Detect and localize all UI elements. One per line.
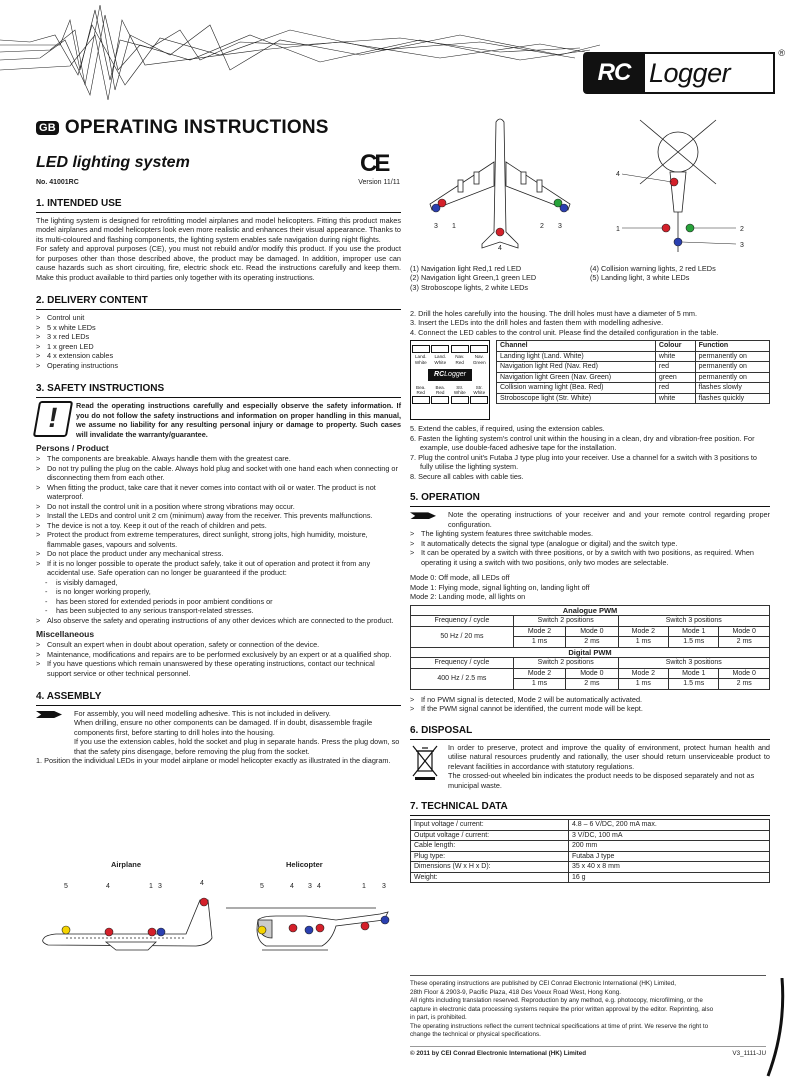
port-label: Str. White xyxy=(453,384,466,395)
table-row xyxy=(497,393,770,404)
table-cell: Mode 2 xyxy=(513,626,565,637)
helicopter-tail-strobe xyxy=(381,916,389,924)
table-row xyxy=(411,647,770,658)
table-cell: Mode 1 xyxy=(669,626,719,637)
assembly-step: 8. Secure all cables with cable ties. xyxy=(410,471,524,481)
mode-list xyxy=(410,573,770,601)
technical-table xyxy=(410,819,770,883)
crossed-bin-icon xyxy=(410,743,440,781)
mode-item: Mode 0: Off mode, all LEDs off xyxy=(410,573,510,583)
table-header: Switch 2 positions xyxy=(513,616,618,627)
table-cell: Mode 2 xyxy=(513,668,565,679)
list-item: > Do not try pulling the plug on the cable. Always hold plug and socket with one hand each when connecting or disconnecting them from each other. xyxy=(36,464,401,483)
plane-top-label: 2 xyxy=(540,223,544,230)
table-cell: Input voltage / current: xyxy=(411,820,569,831)
list-item: > Also observe the safety and operating instructions of any other devices which are connected to the product. xyxy=(36,616,401,625)
imprint-line: All rights including translation reserved. Reproduction by any method, e.g. photocopy, microfilming, or the xyxy=(410,997,703,1004)
table-cell: 50 Hz / 20 ms xyxy=(411,626,514,647)
assembly-step: 4. Connect the LED cables to the control unit. Please find the detailed configuration in the table. xyxy=(410,327,719,337)
assembly-step: 5. Extend the cables, if required, using the extension cables. xyxy=(410,424,605,434)
table-row xyxy=(411,616,770,627)
table-cell: red xyxy=(655,362,695,373)
list-item: > It can be operated by a switch with three positions, or by a switch with two positions, as required. When operating it using a switch with two positions, only two modes are selectable. xyxy=(410,548,770,567)
table-cell: permanently on xyxy=(695,351,769,362)
port-label: Nav. Green xyxy=(472,354,486,365)
helicopter-nav-light xyxy=(361,922,369,930)
table-cell: 16 g xyxy=(568,872,769,883)
table-cell: 200 mm xyxy=(568,841,769,852)
pwm-notes xyxy=(410,695,770,714)
legend-item: (3) Stroboscope lights, 2 white LEDs xyxy=(410,282,529,292)
table-row xyxy=(411,830,770,841)
helicopter-collision-light xyxy=(316,924,324,932)
assembly-step-1: 1. Position the individual LEDs in your model airplane or model helicopter exactly as illustrated in the diagram. xyxy=(36,756,391,766)
helicopter-label: 4 xyxy=(290,883,294,890)
config-block xyxy=(410,340,770,420)
rclogger-logo xyxy=(583,48,785,98)
airplane-label: 4 xyxy=(106,883,110,890)
logo-registered: ® xyxy=(778,48,785,58)
table-cell: 2 ms xyxy=(566,637,618,648)
table-cell: 1 ms xyxy=(513,679,565,690)
list-item: > Do not place the product under any mechanical stress. xyxy=(36,549,401,558)
note-arrow-icon xyxy=(36,711,62,718)
product-title: LED lighting system xyxy=(36,154,190,171)
legend-item: (1) Navigation light Red,1 red LED xyxy=(410,264,522,273)
table-row xyxy=(497,362,770,373)
item-number: No. 41001RC xyxy=(36,179,79,186)
airplane-tail-light xyxy=(200,898,208,906)
control-unit-diagram xyxy=(410,340,490,420)
list-item: > 3 x red LEDs xyxy=(36,332,401,341)
table-cell: Mode 2 xyxy=(618,668,668,679)
table-cell: 35 x 40 x 8 mm xyxy=(568,862,769,873)
title-text: OPERATING INSTRUCTIONS xyxy=(64,117,329,138)
list-item: > 1 x green LED xyxy=(36,342,401,351)
table-row xyxy=(411,851,770,862)
table-row xyxy=(411,658,770,669)
table-header: Frequency / cycle xyxy=(411,658,514,669)
assembly-note: If you use the extension cables, hold the socket and plug in separate hands. Press the plug down, so that the safety pins disengage, before removing the plug from the socket. xyxy=(74,737,400,756)
assembly-notes xyxy=(36,709,401,756)
logo-rc: RC xyxy=(583,52,645,94)
delivery-list xyxy=(36,313,401,370)
list-item: > The lighting system features three switchable modes. xyxy=(410,529,770,538)
table-cell: 1 ms xyxy=(513,637,565,648)
table-cell: Futaba J type xyxy=(568,851,769,862)
table-cell: green xyxy=(655,372,695,383)
table-cell: red xyxy=(655,383,695,394)
assembly-step: 6. Fasten the lighting system's control unit within the housing in a clean, dry and vibration-free position. For example, use double-faced adhesive tape for the installation. xyxy=(410,433,755,453)
table-cell: Plug type: xyxy=(411,851,569,862)
persons-heading: Persons / Product xyxy=(36,443,109,454)
table-cell: white xyxy=(655,351,695,362)
section-operation-heading: 5. OPERATION xyxy=(410,491,770,507)
heli-top-label: 4 xyxy=(616,171,620,178)
table-cell: 2 ms xyxy=(719,637,770,648)
cfg-bottom-ports xyxy=(411,385,489,404)
table-cell: flashes slowly xyxy=(695,383,769,394)
table-cell: 4.8 – 6 V/DC, 200 mA max. xyxy=(568,820,769,831)
list-item: > If it is no longer possible to operate the product safely, take it out of operation and protect it from any accidental use. Safe operation can no longer be guaranteed if the product: xyxy=(36,559,401,578)
table-cell: Dimensions (W x H x D): xyxy=(411,862,569,873)
helicopter-collision-light xyxy=(289,924,297,932)
list-item: > The components are breakable. Always handle them with the greatest care. xyxy=(36,454,401,463)
table-row xyxy=(411,626,770,637)
airplane-label: 1 xyxy=(149,883,153,890)
imprint-line: 28th Floor & 2903-9, Pacific Plaza, 418 Des Voeux Road West, Hong Kong. xyxy=(410,988,621,996)
plane-top-label: 1 xyxy=(452,223,456,230)
table-cell: 1 ms xyxy=(618,637,668,648)
table-cell: Mode 0 xyxy=(719,626,770,637)
port-label: Bea. Red xyxy=(416,384,426,395)
table-cell: Output voltage / current: xyxy=(411,830,569,841)
table-cell: 3 V/DC, 100 mA xyxy=(568,830,769,841)
safety-warning xyxy=(36,401,401,439)
helicopter-top-illustration xyxy=(640,120,716,252)
heli-top-label: 3 xyxy=(740,242,744,249)
airplane-collision-light xyxy=(105,928,113,936)
assembly-step: 2. Drill the holes carefully into the housing. The drill holes must have a diameter of 5 mm. xyxy=(410,309,698,318)
assembly-note: For assembly, you will need modelling adhesive. This is not included in delivery. xyxy=(74,708,331,718)
helicopter-landing-light xyxy=(258,926,266,934)
analogue-caption: Analogue PWM xyxy=(411,605,770,616)
table-row xyxy=(497,383,770,394)
left-column xyxy=(36,197,401,766)
imprint-line: These operating instructions are published by CEI Conrad Electronic International (HK) Limited, xyxy=(410,980,677,987)
figure-legend-left xyxy=(410,264,590,292)
section-disposal-heading: 6. DISPOSAL xyxy=(410,724,770,740)
operation-note-text: Note the operating instructions of your receiver and and your remote control regarding proper configuration. xyxy=(448,510,770,529)
table-cell: 1.5 ms xyxy=(669,637,719,648)
disposal-block xyxy=(410,743,770,790)
table-cell: Stroboscope light (Str. White) xyxy=(497,393,656,404)
port-label: Land. White xyxy=(414,354,427,365)
section-delivery-heading: 2. DELIVERY CONTENT xyxy=(36,294,401,310)
warning-text: Read the operating instructions carefully and especially observe the safety information. If you do not follow the safety instructions and information on proper handling in this manual, we assume no liability for any resulting personal injury or damage to property. Such cases will invalidate the warranty/guarantee. xyxy=(76,401,401,439)
list-item: - has been stored for extended periods in poor ambient conditions or xyxy=(36,597,401,606)
table-row xyxy=(497,351,770,362)
helicopter-label: 1 xyxy=(362,883,366,890)
list-item: > When fitting the product, take care that it never comes into contact with oil or water. The product is not waterproof. xyxy=(36,483,401,502)
table-row xyxy=(411,668,770,679)
airplane-label: 3 xyxy=(158,883,162,890)
table-cell: Navigation light Red (Nav. Red) xyxy=(497,362,656,373)
table-cell: Navigation light Green (Nav. Green) xyxy=(497,372,656,383)
list-item: > Control unit xyxy=(36,313,401,322)
airplane-side-illustration xyxy=(43,900,212,950)
list-item: > Install the LEDs and control unit 2 cm (minimum) away from the receiver. This prevents malfunctions. xyxy=(36,511,401,520)
list-item: > Maintenance, modifications and repairs are to be performed exclusively by an expert or at a qualified shop. xyxy=(36,650,401,659)
table-header: Switch 3 positions xyxy=(618,616,769,627)
pwm-table xyxy=(410,605,770,690)
section-assembly-heading: 4. ASSEMBLY xyxy=(36,690,401,706)
airplane-landing-light xyxy=(62,926,70,934)
table-cell: Mode 0 xyxy=(719,668,770,679)
table-cell: 1 ms xyxy=(618,679,668,690)
list-item: > Protect the product from extreme temperatures, direct sunlight, strong jolts, high humidity, moisture, flammable gases, vapours and solvents. xyxy=(36,530,401,549)
port-label: Nav. Red xyxy=(455,354,465,365)
list-item: > If you have questions which remain unanswered by these operating instructions, contact our technical support service or other technical personnel. xyxy=(36,659,401,678)
legend-item: (2) Navigation light Green,1 green LED xyxy=(410,273,537,283)
table-cell: 400 Hz / 2.5 ms xyxy=(411,668,514,689)
table-row xyxy=(411,862,770,873)
table-cell: 2 ms xyxy=(719,679,770,690)
table-header: Switch 3 positions xyxy=(618,658,769,669)
digital-caption: Digital PWM xyxy=(411,647,770,658)
plane-top-label: 4 xyxy=(498,245,502,252)
also-list xyxy=(36,616,401,625)
table-header: Channel xyxy=(497,341,656,352)
table-cell: flashes quickly xyxy=(695,393,769,404)
side-view-figures xyxy=(36,860,401,970)
helicopter-caption: Helicopter xyxy=(286,860,323,869)
imprint-footer xyxy=(410,975,766,1058)
top-view-drawing xyxy=(410,112,770,262)
table-cell: Mode 1 xyxy=(669,668,719,679)
table-row xyxy=(411,605,770,616)
airplane-label: 4 xyxy=(200,880,204,887)
list-item: > It automatically detects the signal type (analogue or digital) and the switch type. xyxy=(410,539,770,548)
section-technical-heading: 7. TECHNICAL DATA xyxy=(410,800,770,816)
list-item: - has been subjected to any serious transport-related stresses. xyxy=(36,606,401,615)
plane-top-label: 3 xyxy=(434,223,438,230)
list-item: > If no PWM signal is detected, Mode 2 will be automatically activated. xyxy=(410,695,770,704)
copyright: © 2011 by CEI Conrad Electronic International (HK) Limited xyxy=(410,1049,587,1057)
operation-note xyxy=(410,510,770,529)
damage-sublist xyxy=(36,578,401,616)
disposal-text: The crossed-out wheeled bin indicates the product needs to be disposed separately and not as municipal waste. xyxy=(448,771,755,790)
table-cell: 1.5 ms xyxy=(669,679,719,690)
assembly-step: 7. Plug the control unit's Futaba J type plug into your receiver. Use a channel for a switch with 3 positions to fully utilise the lighting system. xyxy=(410,452,757,472)
ce-mark: CE xyxy=(360,150,388,177)
table-header: Switch 2 positions xyxy=(513,658,618,669)
assembly-note: When drilling, ensure no other components can be damaged. If in doubt, disassemble fragile components first, before starting to drill holes into the housing. xyxy=(74,718,373,737)
assembly-step: 3. Insert the LEDs into the drill holes and fasten them with modelling adhesive. xyxy=(410,318,664,328)
plane-top-label: 3 xyxy=(558,223,562,230)
mode-item: Mode 1: Flying mode, signal lighting on, landing light off xyxy=(410,582,590,592)
heli-top-label: 1 xyxy=(616,226,620,233)
list-item: > Operating instructions xyxy=(36,361,401,370)
misc-heading: Miscellaneous xyxy=(36,629,95,639)
table-cell: Mode 0 xyxy=(566,626,618,637)
table-header: Colour xyxy=(655,341,695,352)
helicopter-label: 4 xyxy=(317,883,321,890)
imprint-line: capture in electronic data processing systems require the prior written approval by the editor. Reprinting, also xyxy=(410,1005,714,1013)
list-item: > Do not install the control unit in a position where strong vibrations may occur. xyxy=(36,502,401,511)
airplane-label: 5 xyxy=(64,883,68,890)
table-cell: 2 ms xyxy=(566,679,618,690)
right-column xyxy=(410,309,770,883)
warning-icon: ! xyxy=(33,401,73,437)
version: Version 11/11 xyxy=(358,179,400,186)
intended-use-p2: For safety and approval purposes (CE), you must not rebuild and/or modify this product. If you use the product for purposes other than those described above, the product may be damaged. In addition, improper use can cause hazards such as short circuiting, fire, electric shock etc. Read the instructions carefully and keep them. Make this product available to third parties only together with its operating instructions. xyxy=(36,244,401,282)
note-arrow-icon xyxy=(410,512,436,519)
helicopter-label: 3 xyxy=(308,883,312,890)
table-row xyxy=(411,820,770,831)
helicopter-strobe-light xyxy=(305,926,313,934)
table-cell: Cable length: xyxy=(411,841,569,852)
side-view-drawing xyxy=(36,890,401,965)
list-item: > Consult an expert when in doubt about operation, safety or connection of the device. xyxy=(36,640,401,649)
table-row xyxy=(497,372,770,383)
port-label: Str. White xyxy=(473,384,486,395)
section-intended-use-heading: 1. INTENDED USE xyxy=(36,197,401,213)
persons-list xyxy=(36,454,401,577)
misc-list xyxy=(36,640,401,678)
table-cell: Weight: xyxy=(411,872,569,883)
table-cell: permanently on xyxy=(695,362,769,373)
table-cell: Landing light (Land. White) xyxy=(497,351,656,362)
legend-item: (4) Collision warning lights, 2 red LEDs xyxy=(590,264,716,273)
table-row xyxy=(411,872,770,883)
helicopter-label: 3 xyxy=(382,883,386,890)
channel-table xyxy=(496,340,770,404)
mode-item: Mode 2: Landing mode, all lights on xyxy=(410,592,526,602)
language-badge: GB xyxy=(36,121,59,135)
section-safety-heading: 3. SAFETY INSTRUCTIONS xyxy=(36,382,401,398)
table-header: Frequency / cycle xyxy=(411,616,514,627)
port-label: Land. White xyxy=(434,354,447,365)
table-cell: Collision warning light (Bea. Red) xyxy=(497,383,656,394)
legend-item: (5) Landing light, 3 white LEDs xyxy=(590,273,690,283)
intended-use-p1: The lighting system is designed for retrofitting model airplanes and model helicopters. Fitting this product makes model airplanes and model helicopters look even more realistic and enhances their visual appearance. Thanks to its multi-coloured and flashing components, the lighting system enables safe navigation during night flights. xyxy=(36,216,401,244)
logo-logger: Logger xyxy=(643,52,775,94)
list-item: > If the PWM signal cannot be identified, the current mode will be kept. xyxy=(410,704,770,713)
airplane-caption: Airplane xyxy=(111,860,142,869)
imprint-line: in part, is prohibited. xyxy=(410,1014,467,1021)
list-item: - is visibly damaged, xyxy=(36,578,401,587)
table-row xyxy=(497,341,770,352)
table-cell: Mode 2 xyxy=(618,626,668,637)
list-item: > 4 x extension cables xyxy=(36,351,401,360)
list-item: > The device is not a toy. Keep it out of the reach of children and pets. xyxy=(36,521,401,530)
list-item: > 5 x white LEDs xyxy=(36,323,401,332)
airplane-nav-light xyxy=(148,928,156,936)
table-cell: Mode 0 xyxy=(566,668,618,679)
imprint-line: The operating instructions reflect the current technical specifications at time of print. We reserve the right to xyxy=(410,1022,709,1030)
table-header: Function xyxy=(695,341,769,352)
table-row xyxy=(411,841,770,852)
helicopter-label: 5 xyxy=(260,883,264,890)
operation-list xyxy=(410,529,770,567)
document-code: V3_1111-JU xyxy=(732,1049,766,1057)
page-title xyxy=(36,116,329,141)
table-cell: permanently on xyxy=(695,372,769,383)
table-cell: white xyxy=(655,393,695,404)
heli-top-label: 2 xyxy=(740,226,744,233)
port-label: Bea. Red xyxy=(435,384,445,395)
cfg-logo: RCLogger xyxy=(428,369,472,381)
airplane-strobe-light xyxy=(157,928,165,936)
footer-curve-decoration xyxy=(766,978,790,1078)
disposal-text: In order to preserve, protect and improve the quality of environment, protect human health and utilise natural resources prudently and rationally, the user should return unserviceable product to relevant facilities in accordance with statutory regulations. xyxy=(448,742,770,771)
list-item: - is no longer working properly, xyxy=(36,587,401,596)
figure-legend-right xyxy=(590,264,770,283)
cfg-top-ports xyxy=(411,341,489,364)
imprint-line: change the technical or physical specifications. xyxy=(410,1031,541,1038)
